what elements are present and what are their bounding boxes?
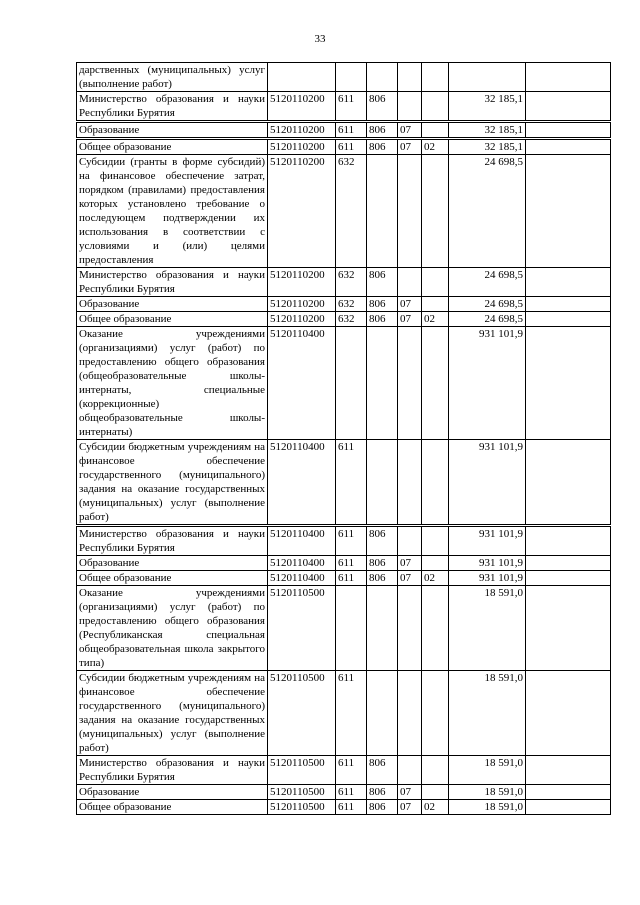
row-name-cell: Субсидии бюджетным учреждениям на финансовое обеспечение государственного (муниципального) задания на оказание государственных (муниципальных) услуг (выполнение работ) (77, 440, 268, 526)
subsection-cell (422, 297, 449, 312)
budget-code-cell: 5120110400 (268, 571, 336, 586)
row-name-cell: Общее образование (77, 139, 268, 155)
amount-cell: 18 591,0 (449, 756, 526, 785)
budget-code-cell: 5120110200 (268, 268, 336, 297)
ministry-code-cell (367, 440, 398, 526)
ministry-code-cell: 806 (367, 268, 398, 297)
table-row (77, 800, 611, 815)
budget-code-cell: 5120110200 (268, 139, 336, 155)
extra-cell (526, 268, 611, 297)
budget-code-cell: 5120110400 (268, 440, 336, 526)
amount-cell: 931 101,9 (449, 440, 526, 526)
section-cell: 07 (398, 122, 422, 139)
table-row (77, 63, 611, 92)
page-number: 33 (314, 33, 326, 45)
section-cell (398, 756, 422, 785)
table-row (77, 785, 611, 800)
row-name-cell: Образование (77, 297, 268, 312)
ministry-code-cell: 806 (367, 556, 398, 571)
row-name-cell: Общее образование (77, 800, 268, 815)
amount-cell: 18 591,0 (449, 785, 526, 800)
expense-type-cell: 611 (336, 556, 367, 571)
extra-cell (526, 92, 611, 122)
extra-cell (526, 785, 611, 800)
extra-cell (526, 63, 611, 92)
budget-code-cell (268, 63, 336, 92)
expense-type-cell: 632 (336, 297, 367, 312)
expense-type-cell: 632 (336, 268, 367, 297)
row-name-cell: Оказание учреждениями (организациями) услуг (работ) по предоставлению общего образования (Республиканская специальная общеобразовательная школа закрытого типа) (77, 586, 268, 671)
ministry-code-cell (367, 327, 398, 440)
subsection-cell (422, 785, 449, 800)
expense-type-cell: 632 (336, 155, 367, 268)
ministry-code-cell: 806 (367, 800, 398, 815)
table-row (77, 756, 611, 785)
amount-cell: 32 185,1 (449, 122, 526, 139)
amount-cell: 18 591,0 (449, 671, 526, 756)
budget-code-cell: 5120110500 (268, 800, 336, 815)
row-name-cell: Министерство образования и науки Республики Бурятия (77, 526, 268, 556)
ministry-code-cell: 806 (367, 139, 398, 155)
table-row (77, 155, 611, 268)
budget-code-cell: 5120110500 (268, 785, 336, 800)
expense-type-cell: 611 (336, 785, 367, 800)
amount-cell: 32 185,1 (449, 92, 526, 122)
table-row (77, 440, 611, 526)
subsection-cell: 02 (422, 312, 449, 327)
ministry-code-cell: 806 (367, 92, 398, 122)
amount-cell: 931 101,9 (449, 526, 526, 556)
ministry-code-cell: 806 (367, 526, 398, 556)
section-cell: 07 (398, 785, 422, 800)
expense-type-cell (336, 586, 367, 671)
section-cell (398, 63, 422, 92)
subsection-cell (422, 327, 449, 440)
expense-type-cell: 632 (336, 312, 367, 327)
budget-code-cell: 5120110500 (268, 586, 336, 671)
ministry-code-cell: 806 (367, 785, 398, 800)
amount-cell: 931 101,9 (449, 327, 526, 440)
section-cell: 07 (398, 571, 422, 586)
extra-cell (526, 440, 611, 526)
row-name-cell: Образование (77, 785, 268, 800)
table-row (77, 586, 611, 671)
budget-table (76, 62, 611, 815)
expense-type-cell: 611 (336, 122, 367, 139)
row-name-cell: Министерство образования и науки Республики Бурятия (77, 268, 268, 297)
row-name-cell: Субсидии бюджетным учреждениям на финансовое обеспечение государственного (муниципального) задания на оказание государственных (муниципальных) услуг (выполнение работ) (77, 671, 268, 756)
subsection-cell (422, 586, 449, 671)
extra-cell (526, 671, 611, 756)
extra-cell (526, 312, 611, 327)
table-row (77, 671, 611, 756)
extra-cell (526, 586, 611, 671)
expense-type-cell: 611 (336, 139, 367, 155)
section-cell (398, 440, 422, 526)
subsection-cell (422, 556, 449, 571)
expense-type-cell (336, 327, 367, 440)
ministry-code-cell (367, 586, 398, 671)
ministry-code-cell: 806 (367, 312, 398, 327)
table-row (77, 556, 611, 571)
subsection-cell (422, 155, 449, 268)
budget-code-cell: 5120110500 (268, 756, 336, 785)
budget-code-cell: 5120110400 (268, 327, 336, 440)
expense-type-cell: 611 (336, 526, 367, 556)
section-cell: 07 (398, 139, 422, 155)
extra-cell (526, 122, 611, 139)
expense-type-cell: 611 (336, 92, 367, 122)
table-row (77, 327, 611, 440)
amount-cell: 24 698,5 (449, 312, 526, 327)
amount-cell: 18 591,0 (449, 586, 526, 671)
table-row (77, 122, 611, 139)
expense-type-cell: 611 (336, 800, 367, 815)
amount-cell: 32 185,1 (449, 139, 526, 155)
ministry-code-cell (367, 63, 398, 92)
row-name-cell: Общее образование (77, 571, 268, 586)
section-cell: 07 (398, 297, 422, 312)
row-name-cell: Министерство образования и науки Республики Бурятия (77, 92, 268, 122)
budget-code-cell: 5120110500 (268, 671, 336, 756)
ministry-code-cell: 806 (367, 571, 398, 586)
subsection-cell (422, 756, 449, 785)
table-row (77, 312, 611, 327)
expense-type-cell: 611 (336, 440, 367, 526)
subsection-cell: 02 (422, 571, 449, 586)
section-cell (398, 268, 422, 297)
amount-cell: 18 591,0 (449, 800, 526, 815)
extra-cell (526, 556, 611, 571)
ministry-code-cell (367, 671, 398, 756)
section-cell: 07 (398, 556, 422, 571)
amount-cell (449, 63, 526, 92)
budget-code-cell: 5120110200 (268, 92, 336, 122)
subsection-cell (422, 92, 449, 122)
budget-code-cell: 5120110200 (268, 312, 336, 327)
subsection-cell (422, 268, 449, 297)
section-cell (398, 586, 422, 671)
section-cell (398, 155, 422, 268)
ministry-code-cell: 806 (367, 756, 398, 785)
amount-cell: 24 698,5 (449, 268, 526, 297)
budget-code-cell: 5120110200 (268, 155, 336, 268)
row-name-cell: Министерство образования и науки Республики Бурятия (77, 756, 268, 785)
subsection-cell (422, 671, 449, 756)
subsection-cell: 02 (422, 139, 449, 155)
extra-cell (526, 756, 611, 785)
expense-type-cell: 611 (336, 571, 367, 586)
subsection-cell: 02 (422, 800, 449, 815)
row-name-cell: Общее образование (77, 312, 268, 327)
row-name-cell: Образование (77, 556, 268, 571)
ministry-code-cell: 806 (367, 297, 398, 312)
extra-cell (526, 139, 611, 155)
expense-type-cell: 611 (336, 671, 367, 756)
expense-type-cell: 611 (336, 756, 367, 785)
section-cell (398, 92, 422, 122)
section-cell: 07 (398, 800, 422, 815)
subsection-cell (422, 63, 449, 92)
row-name-cell: Образование (77, 122, 268, 139)
expense-type-cell (336, 63, 367, 92)
budget-code-cell: 5120110400 (268, 526, 336, 556)
extra-cell (526, 155, 611, 268)
table-row (77, 571, 611, 586)
section-cell (398, 327, 422, 440)
extra-cell (526, 327, 611, 440)
table-row (77, 268, 611, 297)
extra-cell (526, 571, 611, 586)
subsection-cell (422, 122, 449, 139)
amount-cell: 931 101,9 (449, 571, 526, 586)
extra-cell (526, 800, 611, 815)
row-name-cell: Оказание учреждениями (организациями) услуг (работ) по предоставлению общего образования (общеобразовательные школы-интернаты, специальные (коррекционные) общеобразовательные школы-интернаты) (77, 327, 268, 440)
budget-code-cell: 5120110200 (268, 297, 336, 312)
row-name-cell: дарственных (муниципальных) услуг (выполнение работ) (77, 63, 268, 92)
amount-cell: 24 698,5 (449, 297, 526, 312)
subsection-cell (422, 440, 449, 526)
extra-cell (526, 526, 611, 556)
section-cell (398, 671, 422, 756)
table-row (77, 139, 611, 155)
ministry-code-cell (367, 155, 398, 268)
section-cell: 07 (398, 312, 422, 327)
budget-code-cell: 5120110200 (268, 122, 336, 139)
row-name-cell: Субсидии (гранты в форме субсидий) на финансовое обеспечение затрат, порядком (правилами) предоставления которых установлено требование о последующем подтверждении их использования в соответствии с условиями и (или) целями предоставления (77, 155, 268, 268)
table-row (77, 92, 611, 122)
amount-cell: 24 698,5 (449, 155, 526, 268)
extra-cell (526, 297, 611, 312)
ministry-code-cell: 806 (367, 122, 398, 139)
amount-cell: 931 101,9 (449, 556, 526, 571)
subsection-cell (422, 526, 449, 556)
budget-code-cell: 5120110400 (268, 556, 336, 571)
section-cell (398, 526, 422, 556)
table-row (77, 526, 611, 556)
table-row (77, 297, 611, 312)
